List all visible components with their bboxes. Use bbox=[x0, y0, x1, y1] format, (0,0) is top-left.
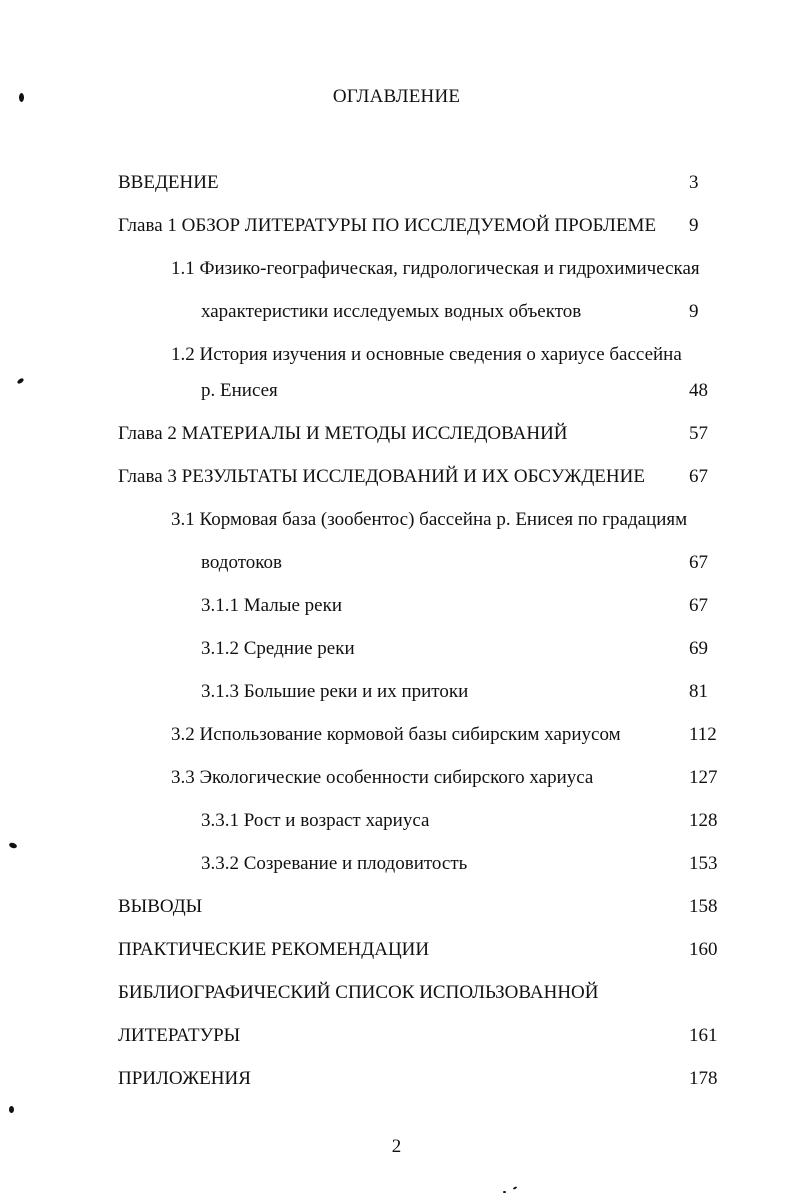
toc-entry-page: 178 bbox=[689, 1068, 718, 1089]
toc-entry-page: 67 bbox=[689, 595, 708, 616]
toc-entry-page: 57 bbox=[689, 423, 708, 444]
toc-entry-page: 112 bbox=[689, 724, 717, 745]
toc-entry-text: 3.1.2 Средние реки bbox=[201, 638, 355, 659]
toc-entry-text: 3.3.1 Рост и возраст хариуса bbox=[201, 810, 430, 831]
toc-entry-text: характеристики исследуемых водных объектов bbox=[201, 301, 582, 322]
toc-entry-page: 161 bbox=[689, 1025, 718, 1046]
toc-entry-page: 128 bbox=[689, 810, 718, 831]
toc-entry-text: 3.1.3 Большие реки и их притоки bbox=[201, 681, 469, 702]
toc-entry-text: р. Енисея bbox=[201, 380, 278, 401]
toc-entry-text: ЛИТЕРАТУРЫ bbox=[118, 1025, 241, 1046]
toc-entry-page: 69 bbox=[689, 638, 708, 659]
scan-speck bbox=[513, 1186, 517, 1190]
toc-entry-text: Глава 2 МАТЕРИАЛЫ И МЕТОДЫ ИССЛЕДОВАНИЙ bbox=[118, 423, 568, 444]
toc-entry-text: ПРИЛОЖЕНИЯ bbox=[118, 1068, 251, 1089]
toc-entry-text: водотоков bbox=[201, 552, 283, 573]
toc-entry-text: Глава 3 РЕЗУЛЬТАТЫ ИССЛЕДОВАНИЙ И ИХ ОБСУЖДЕНИЕ bbox=[118, 466, 645, 487]
toc-entry-page: 9 bbox=[689, 301, 699, 322]
toc-entry-page: 67 bbox=[689, 552, 708, 573]
scan-speck bbox=[8, 842, 17, 849]
toc-entry-page: 81 bbox=[689, 681, 708, 702]
toc-entry-text: 3.1 Кормовая база (зообентос) бассейна р. Енисея по градациям bbox=[171, 509, 688, 530]
toc-entry-page: 160 bbox=[689, 939, 718, 960]
toc-entry-text: 3.2 Использование кормовой базы сибирским хариусом bbox=[171, 724, 621, 745]
toc-entry-text: 3.1.1 Малые реки bbox=[201, 595, 343, 616]
toc-entry-page: 127 bbox=[689, 767, 718, 788]
toc-entry-text: Глава 1 ОБЗОР ЛИТЕРАТУРЫ ПО ИССЛЕДУЕМОЙ ПРОБЛЕМЕ bbox=[118, 215, 657, 236]
toc-entry-page: 67 bbox=[689, 466, 708, 487]
toc-entry-page: 158 bbox=[689, 896, 718, 917]
document-title: ОГЛАВЛЕНИЕ bbox=[332, 86, 461, 107]
toc-entry-page: 48 bbox=[689, 380, 708, 401]
toc-entry-page: 3 bbox=[689, 172, 699, 193]
scan-speck bbox=[503, 1191, 506, 1193]
toc-entry-text: БИБЛИОГРАФИЧЕСКИЙ СПИСОК ИСПОЛЬЗОВАННОЙ bbox=[118, 982, 599, 1003]
scan-speck bbox=[19, 93, 24, 102]
toc-entry-text: 1.1 Физико-географическая, гидрологическая и гидрохимическая bbox=[171, 258, 700, 279]
toc-entry-page: 9 bbox=[689, 215, 699, 236]
toc-entry-text: 3.3.2 Созревание и плодовитость bbox=[201, 853, 468, 874]
toc-entry-page: 153 bbox=[689, 853, 718, 874]
page-number: 2 bbox=[391, 1136, 402, 1157]
scan-speck bbox=[16, 377, 24, 384]
toc-entry-text: 1.2 История изучения и основные сведения о хариусе бассейна bbox=[171, 344, 682, 365]
toc-entry-text: ВВЕДЕНИЕ bbox=[118, 172, 219, 193]
toc-entry-text: 3.3 Экологические особенности сибирского хариуса bbox=[171, 767, 594, 788]
toc-entry-text: ПРАКТИЧЕСКИЕ РЕКОМЕНДАЦИИ bbox=[118, 939, 430, 960]
scan-speck bbox=[9, 1106, 14, 1113]
toc-entry-text: ВЫВОДЫ bbox=[118, 896, 203, 917]
